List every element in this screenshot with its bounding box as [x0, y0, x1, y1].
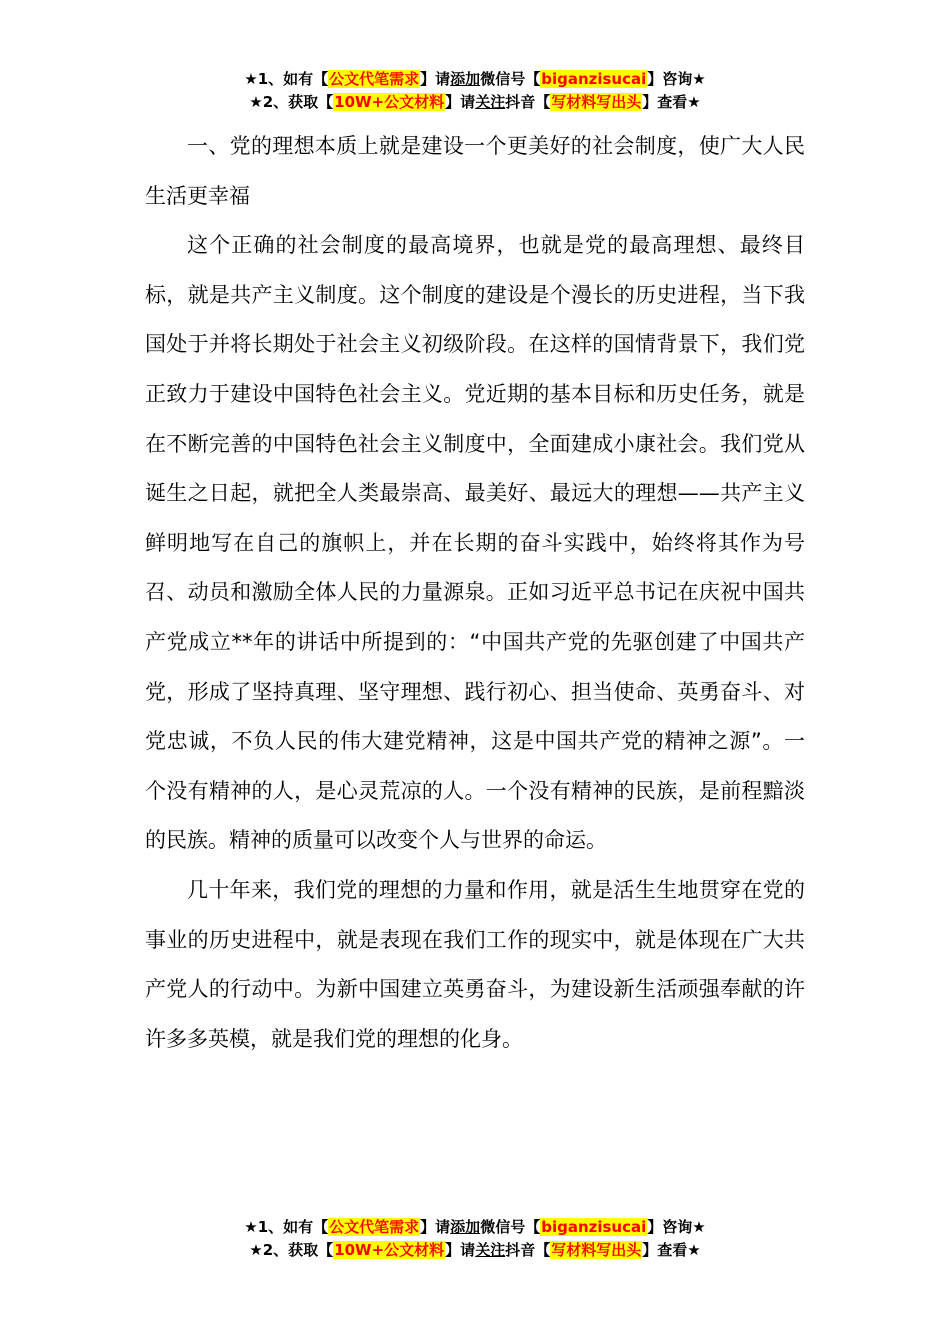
promo-emphasis: 关注: [475, 93, 506, 111]
promo-text: 抖音【: [505, 93, 551, 111]
promo-text: 】请: [445, 1241, 476, 1259]
promo-line-2: [0, 91, 950, 114]
promo-text: 1、如有【: [257, 70, 329, 88]
promo-highlight: 公文代笔需求: [329, 70, 420, 88]
promo-highlight: 10W+公文材料: [334, 93, 445, 111]
promo-emphasis: 添加: [450, 70, 481, 88]
promo-line-1: [0, 68, 950, 91]
star-icon: ★: [244, 70, 258, 88]
promo-text: 】咨询: [647, 70, 693, 88]
promo-line-2: [0, 1239, 950, 1262]
promo-text: 2、获取【: [262, 93, 334, 111]
star-icon: ★: [249, 1241, 263, 1259]
promo-text: 微信号【: [480, 1218, 541, 1236]
body-paragraph-1: 这个正确的社会制度的最高境界，也就是党的最高理想、最终目标，就是共产主义制度。这个制度的建设是个漫长的历史进程，当下我国处于并将长期处于社会主义初级阶段。在这样的国情背景下，我们党正致力于建设中国特色社会主义。党近期的基本目标和历史任务，就是在不断完善的中国特色社会主义制度中，全面建成小康社会。我们党从诞生之日起，就把全人类最崇高、最美好、最远大的理想——共产主义鲜明地写在自己的旗帜上，并在长期的奋斗实践中，始终将其作为号召、动员和激励全体人民的力量源泉。正如习近平总书记在庆祝中国共产党成立**年的讲话中所提到的：“中国共产党的先驱创建了中国共产党，形成了坚持真理、坚守理想、践行初心、担当使命、英勇奋斗、对党忠诚，不负人民的伟大建党精神，这是中国共产党的精神之源”。一个没有精神的人，是心灵荒凉的人。一个没有精神的民族，是前程黯淡的民族。精神的质量可以改变个人与世界的命运。: [145, 233, 805, 853]
promo-highlight: 10W+公文材料: [334, 1241, 445, 1259]
promo-text: 1、如有【: [257, 1218, 329, 1236]
promo-text: 】请: [420, 70, 451, 88]
promo-text: 】查看: [642, 1241, 688, 1259]
wechat-id-highlight: biganzisucai: [541, 1218, 647, 1236]
promo-line-1: [0, 1216, 950, 1239]
document-body: [145, 122, 805, 1064]
promo-emphasis: 关注: [475, 1241, 506, 1259]
promo-text: 抖音【: [505, 1241, 551, 1259]
promo-text: 】咨询: [647, 1218, 693, 1236]
star-icon: ★: [244, 1218, 258, 1236]
douyin-id-highlight: 写材料写出头: [551, 1241, 642, 1259]
douyin-id-highlight: 写材料写出头: [551, 93, 642, 111]
promo-text: 】查看: [642, 93, 688, 111]
star-icon: ★: [249, 93, 263, 111]
star-icon: ★: [687, 93, 701, 111]
bottom-promo-banner: [0, 1216, 950, 1262]
promo-text: 微信号【: [480, 70, 541, 88]
promo-emphasis: 添加: [450, 1218, 481, 1236]
wechat-id-highlight: biganzisucai: [541, 70, 647, 88]
promo-text: 2、获取【: [262, 1241, 334, 1259]
star-icon: ★: [692, 70, 706, 88]
star-icon: ★: [687, 1241, 701, 1259]
top-promo-banner: [0, 68, 950, 114]
promo-highlight: 公文代笔需求: [329, 1218, 420, 1236]
section-heading: 一、党的理想本质上就是建设一个更美好的社会制度，使广大人民生活更幸福: [145, 134, 805, 208]
star-icon: ★: [692, 1218, 706, 1236]
promo-text: 】请: [420, 1218, 451, 1236]
promo-text: 】请: [445, 93, 476, 111]
body-paragraph-2: 几十年来，我们党的理想的力量和作用，就是活生生地贯穿在党的事业的历史进程中，就是表现在我们工作的现实中，就是体现在广大共产党人的行动中。为新中国建立英勇奋斗，为建设新生活顽强奉献的许许多多英模，就是我们党的理想的化身。: [145, 877, 805, 1051]
